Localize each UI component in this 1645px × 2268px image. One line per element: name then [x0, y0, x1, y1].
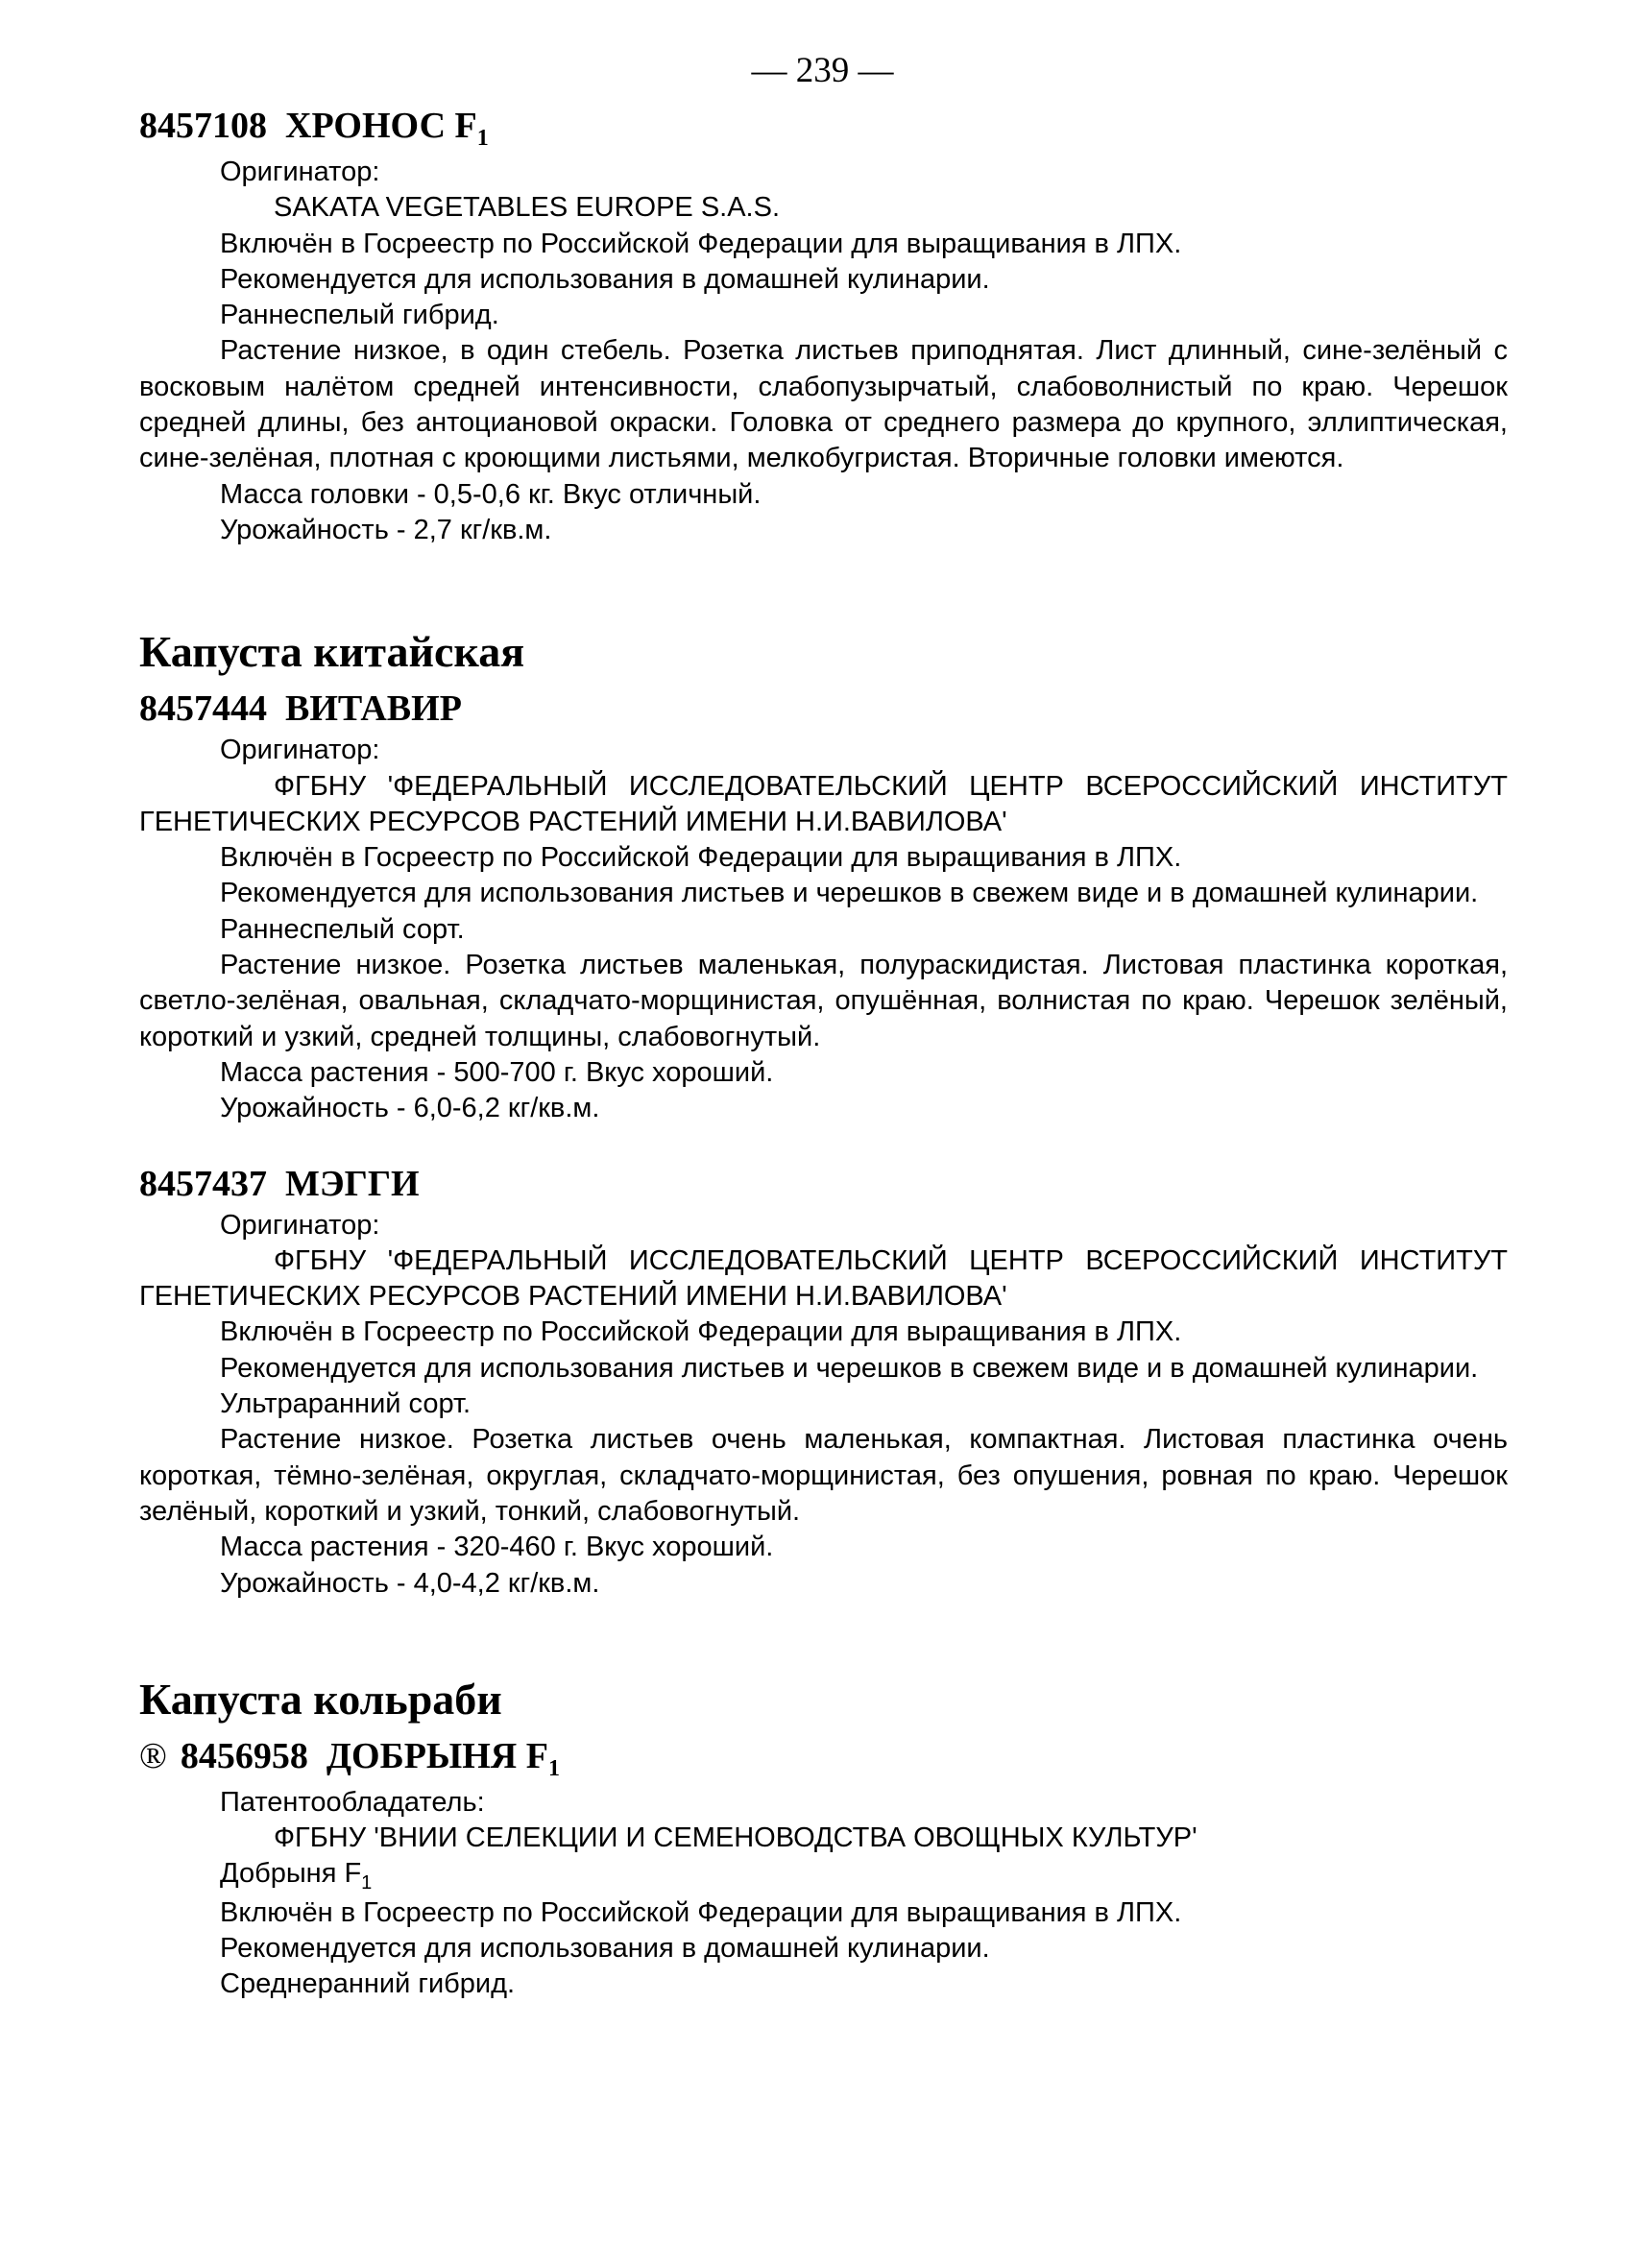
variety-title [139, 1160, 1508, 1208]
registry-note: Включён в Госреестр по Российской Федерации для выращивания в ЛПХ. [220, 1896, 1182, 1928]
variety-description: Растение низкое, в один стебель. Розетка листьев приподнятая. Лист длинный, сине-зелёный с восковым налётом средней интенсивности, слабопузырчатый, слабоволнистый по краю. Черешок средней длины, без антоциановой окраски. Головка от среднего размера до крупного, эллиптическая, сине-зелёная, плотная с кроющими листьями, мелкобугристая. Вторичные головки имеются. [139, 335, 1508, 474]
section-title-kohlrabi: Капуста кольраби [139, 1674, 502, 1724]
variety-number: 8457444 [139, 688, 267, 730]
variety-description: Растение низкое. Розетка листьев очень маленькая, компактная. Листовая пластинка очень короткая, тёмно-зелёная, округлая, складчато-морщинистая, без опушения, ровная по краю. Черешок зелёный, короткий и узкий, тонкий, слабовогнутый. [139, 1424, 1508, 1527]
variety-number: 8456958 [180, 1735, 308, 1776]
mass-note: Масса растения - 320-460 г. Вкус хороший. [220, 1532, 774, 1563]
variety-description: Растение низкое. Розетка листьев маленькая, полураскидистая. Листовая пластинка короткая, светло-зелёная, овальная, складчато-морщинистая, опушённая, волнистая по краю. Черешок зелёный, короткий и узкий, средней толщины, слабовогнутый. [139, 950, 1508, 1052]
variety-entry-chronos [139, 102, 1508, 548]
originator-label: Оригинатор: [220, 157, 380, 187]
originator-name: ФГБНУ 'ФЕДЕРАЛЬНЫЙ ИССЛЕДОВАТЕЛЬСКИЙ ЦЕНТР ВСЕРОССИЙСКИЙ ИНСТИТУТ ГЕНЕТИЧЕСКИХ РЕСУРСОВ РАСТЕНИЙ ИМЕНИ Н.И.ВАВИЛОВА' [139, 770, 1508, 837]
recommendation-note: Рекомендуется для использования листьев и черешков в свежем виде и в домашней кулинарии. [220, 1352, 1479, 1384]
registry-note: Включён в Госреестр по Российской Федерации для выращивания в ЛПХ. [220, 1316, 1182, 1348]
registry-note: Включён в Госреестр по Российской Федерации для выращивания в ЛПХ. [220, 842, 1182, 874]
mass-note: Масса растения - 500-700 г. Вкус хороший. [220, 1056, 774, 1088]
variety-entry-meggi [139, 1160, 1508, 1602]
originator-name: ФГБНУ 'ФЕДЕРАЛЬНЫЙ ИССЛЕДОВАТЕЛЬСКИЙ ЦЕНТР ВСЕРОССИЙСКИЙ ИНСТИТУТ ГЕНЕТИЧЕСКИХ РЕСУРСОВ РАСТЕНИЙ ИМЕНИ Н.И.ВАВИЛОВА' [139, 1244, 1508, 1313]
yield-note: Урожайность - 6,0-6,2 кг/кв.м. [220, 1093, 600, 1124]
registry-note: Включён в Госреестр по Российской Федерации для выращивания в ЛПХ. [220, 228, 1182, 259]
maturity-note: Раннеспелый сорт. [220, 913, 465, 945]
variety-name: МЭГГИ [285, 1163, 420, 1204]
yield-note: Урожайность - 2,7 кг/кв.м. [220, 514, 552, 545]
section-title-chinese-cabbage: Капуста китайская [139, 627, 525, 677]
maturity-note: Раннеспелый гибрид. [220, 300, 499, 331]
alternate-name [139, 1856, 1508, 1894]
patent-holder-label: Патентообладатель: [220, 1786, 485, 1818]
maturity-note: Ультраранний сорт. [220, 1388, 472, 1420]
variety-title [139, 102, 1508, 155]
recommendation-note: Рекомендуется для использования листьев и черешков в свежем виде и в домашней кулинарии. [220, 878, 1479, 909]
page-number: — 239 — [751, 51, 894, 90]
page-content [139, 102, 1508, 2003]
variety-title [139, 1732, 1508, 1785]
variety-name-subscript: 1 [547, 1755, 560, 1781]
variety-number: 8457437 [139, 1163, 267, 1204]
variety-number: 8457108 [139, 106, 267, 146]
maturity-note: Среднеранний гибрид. [220, 1968, 516, 2000]
variety-title [139, 685, 1508, 733]
mass-note: Масса головки - 0,5-0,6 кг. Вкус отличный. [220, 478, 762, 510]
originator-name: SAKATA VEGETABLES EUROPE S.A.S. [274, 192, 781, 224]
variety-name: ДОБРЫНЯ F [326, 1735, 548, 1776]
alternate-name-subscript: 1 [361, 1872, 373, 1894]
recommendation-note: Рекомендуется для использования в домашней кулинарии. [220, 1932, 990, 1964]
variety-entry-dobrynya [139, 1732, 1508, 2003]
yield-note: Урожайность - 4,0-4,2 кг/кв.м. [220, 1567, 600, 1599]
variety-entry-vitavir [139, 685, 1508, 1126]
variety-name: ВИТАВИР [285, 688, 462, 730]
variety-name: ХРОНОС F [285, 106, 477, 146]
originator-label: Оригинатор: [220, 735, 380, 766]
recommendation-note: Рекомендуется для использования в домашней кулинарии. [220, 263, 990, 295]
variety-name-subscript: 1 [476, 126, 489, 151]
patent-holder-name: ФГБНУ 'ВНИИ СЕЛЕКЦИИ И СЕМЕНОВОДСТВА ОВОЩНЫХ КУЛЬТУР' [274, 1822, 1197, 1854]
registered-mark: ® [139, 1735, 167, 1776]
originator-label: Оригинатор: [220, 1209, 380, 1241]
alternate-name-text: Добрыня F [220, 1858, 362, 1890]
